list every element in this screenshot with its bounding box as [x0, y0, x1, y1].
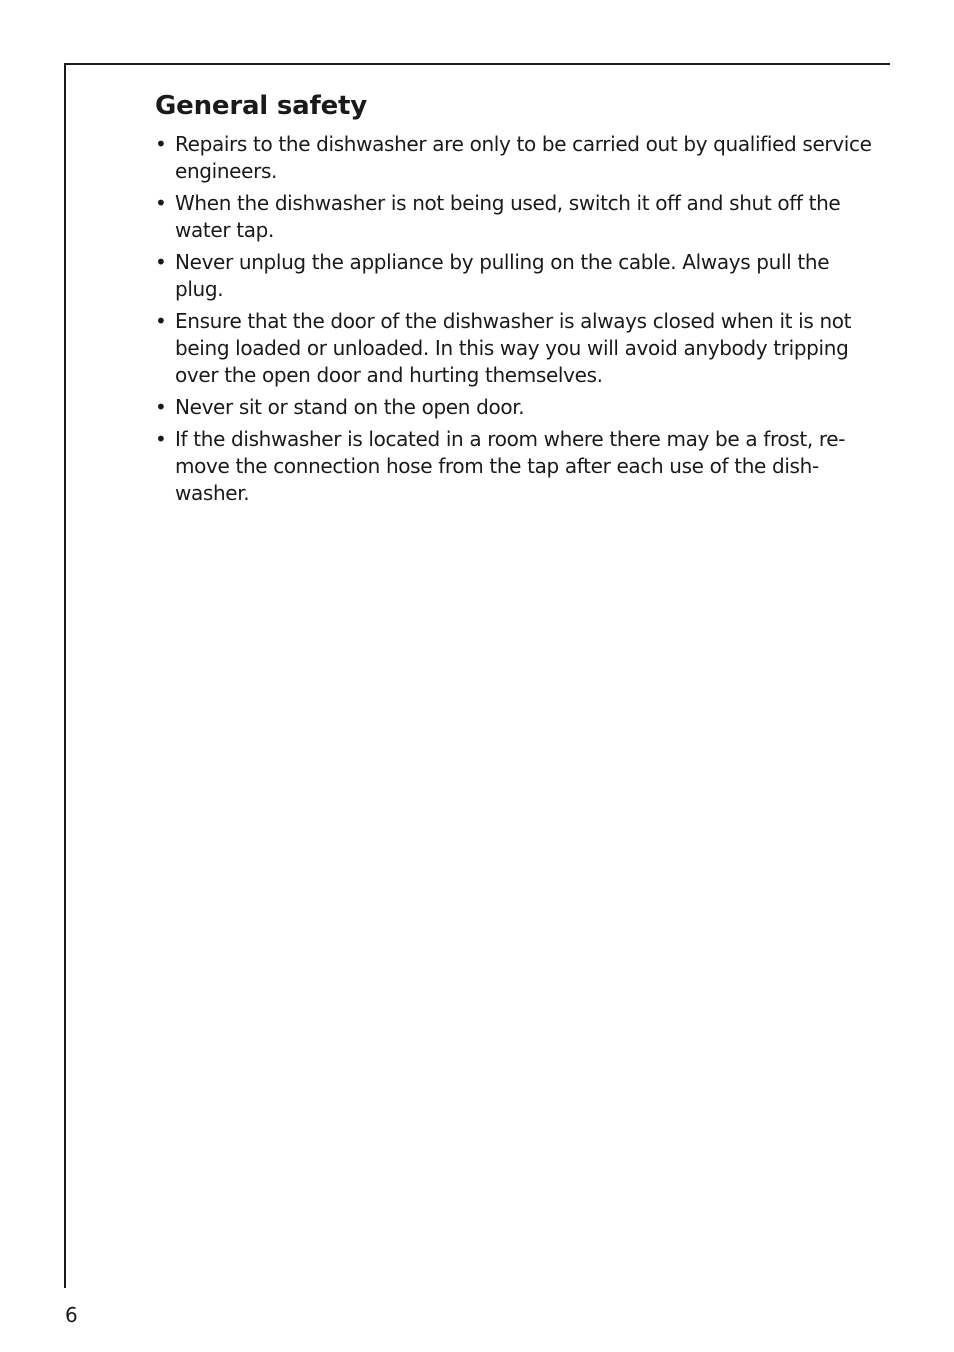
list-item-text: Never unplug the appliance by pulling on the cable. Always pull the plug. — [175, 250, 830, 301]
list-item — [155, 190, 875, 244]
list-item-text: Never sit or stand on the open door. — [175, 395, 525, 419]
bullet-icon: • — [155, 427, 167, 451]
list-item — [155, 394, 875, 421]
list-item-text: If the dishwasher is located in a room where there may be a frost, remove the connection hose from the tap after each use of the dishwasher. — [175, 427, 846, 505]
frame-left-rule — [64, 63, 66, 1288]
section-heading: General safety — [155, 91, 367, 121]
list-item-text: When the dishwasher is not being used, switch it off and shut off the water tap. — [175, 191, 841, 242]
bullet-icon: • — [155, 395, 167, 419]
list-item-text: Repairs to the dishwasher are only to be carried out by qualified service engineers. — [175, 132, 872, 183]
safety-bullet-list — [155, 131, 875, 507]
general-safety-section — [155, 88, 875, 512]
list-item — [155, 249, 875, 303]
bullet-icon: • — [155, 309, 167, 333]
list-item — [155, 426, 875, 507]
list-item — [155, 131, 875, 185]
bullet-icon: • — [155, 250, 167, 274]
page-number: 6 — [65, 1303, 78, 1327]
bullet-icon: • — [155, 132, 167, 156]
list-item — [155, 308, 875, 389]
list-item-text: Ensure that the door of the dishwasher is always closed when it is not being loaded or unloaded. In this way you will avoid anybody tripping over the open door and hurting themselves. — [175, 309, 852, 387]
bullet-icon: • — [155, 191, 167, 215]
frame-top-rule — [64, 63, 890, 65]
